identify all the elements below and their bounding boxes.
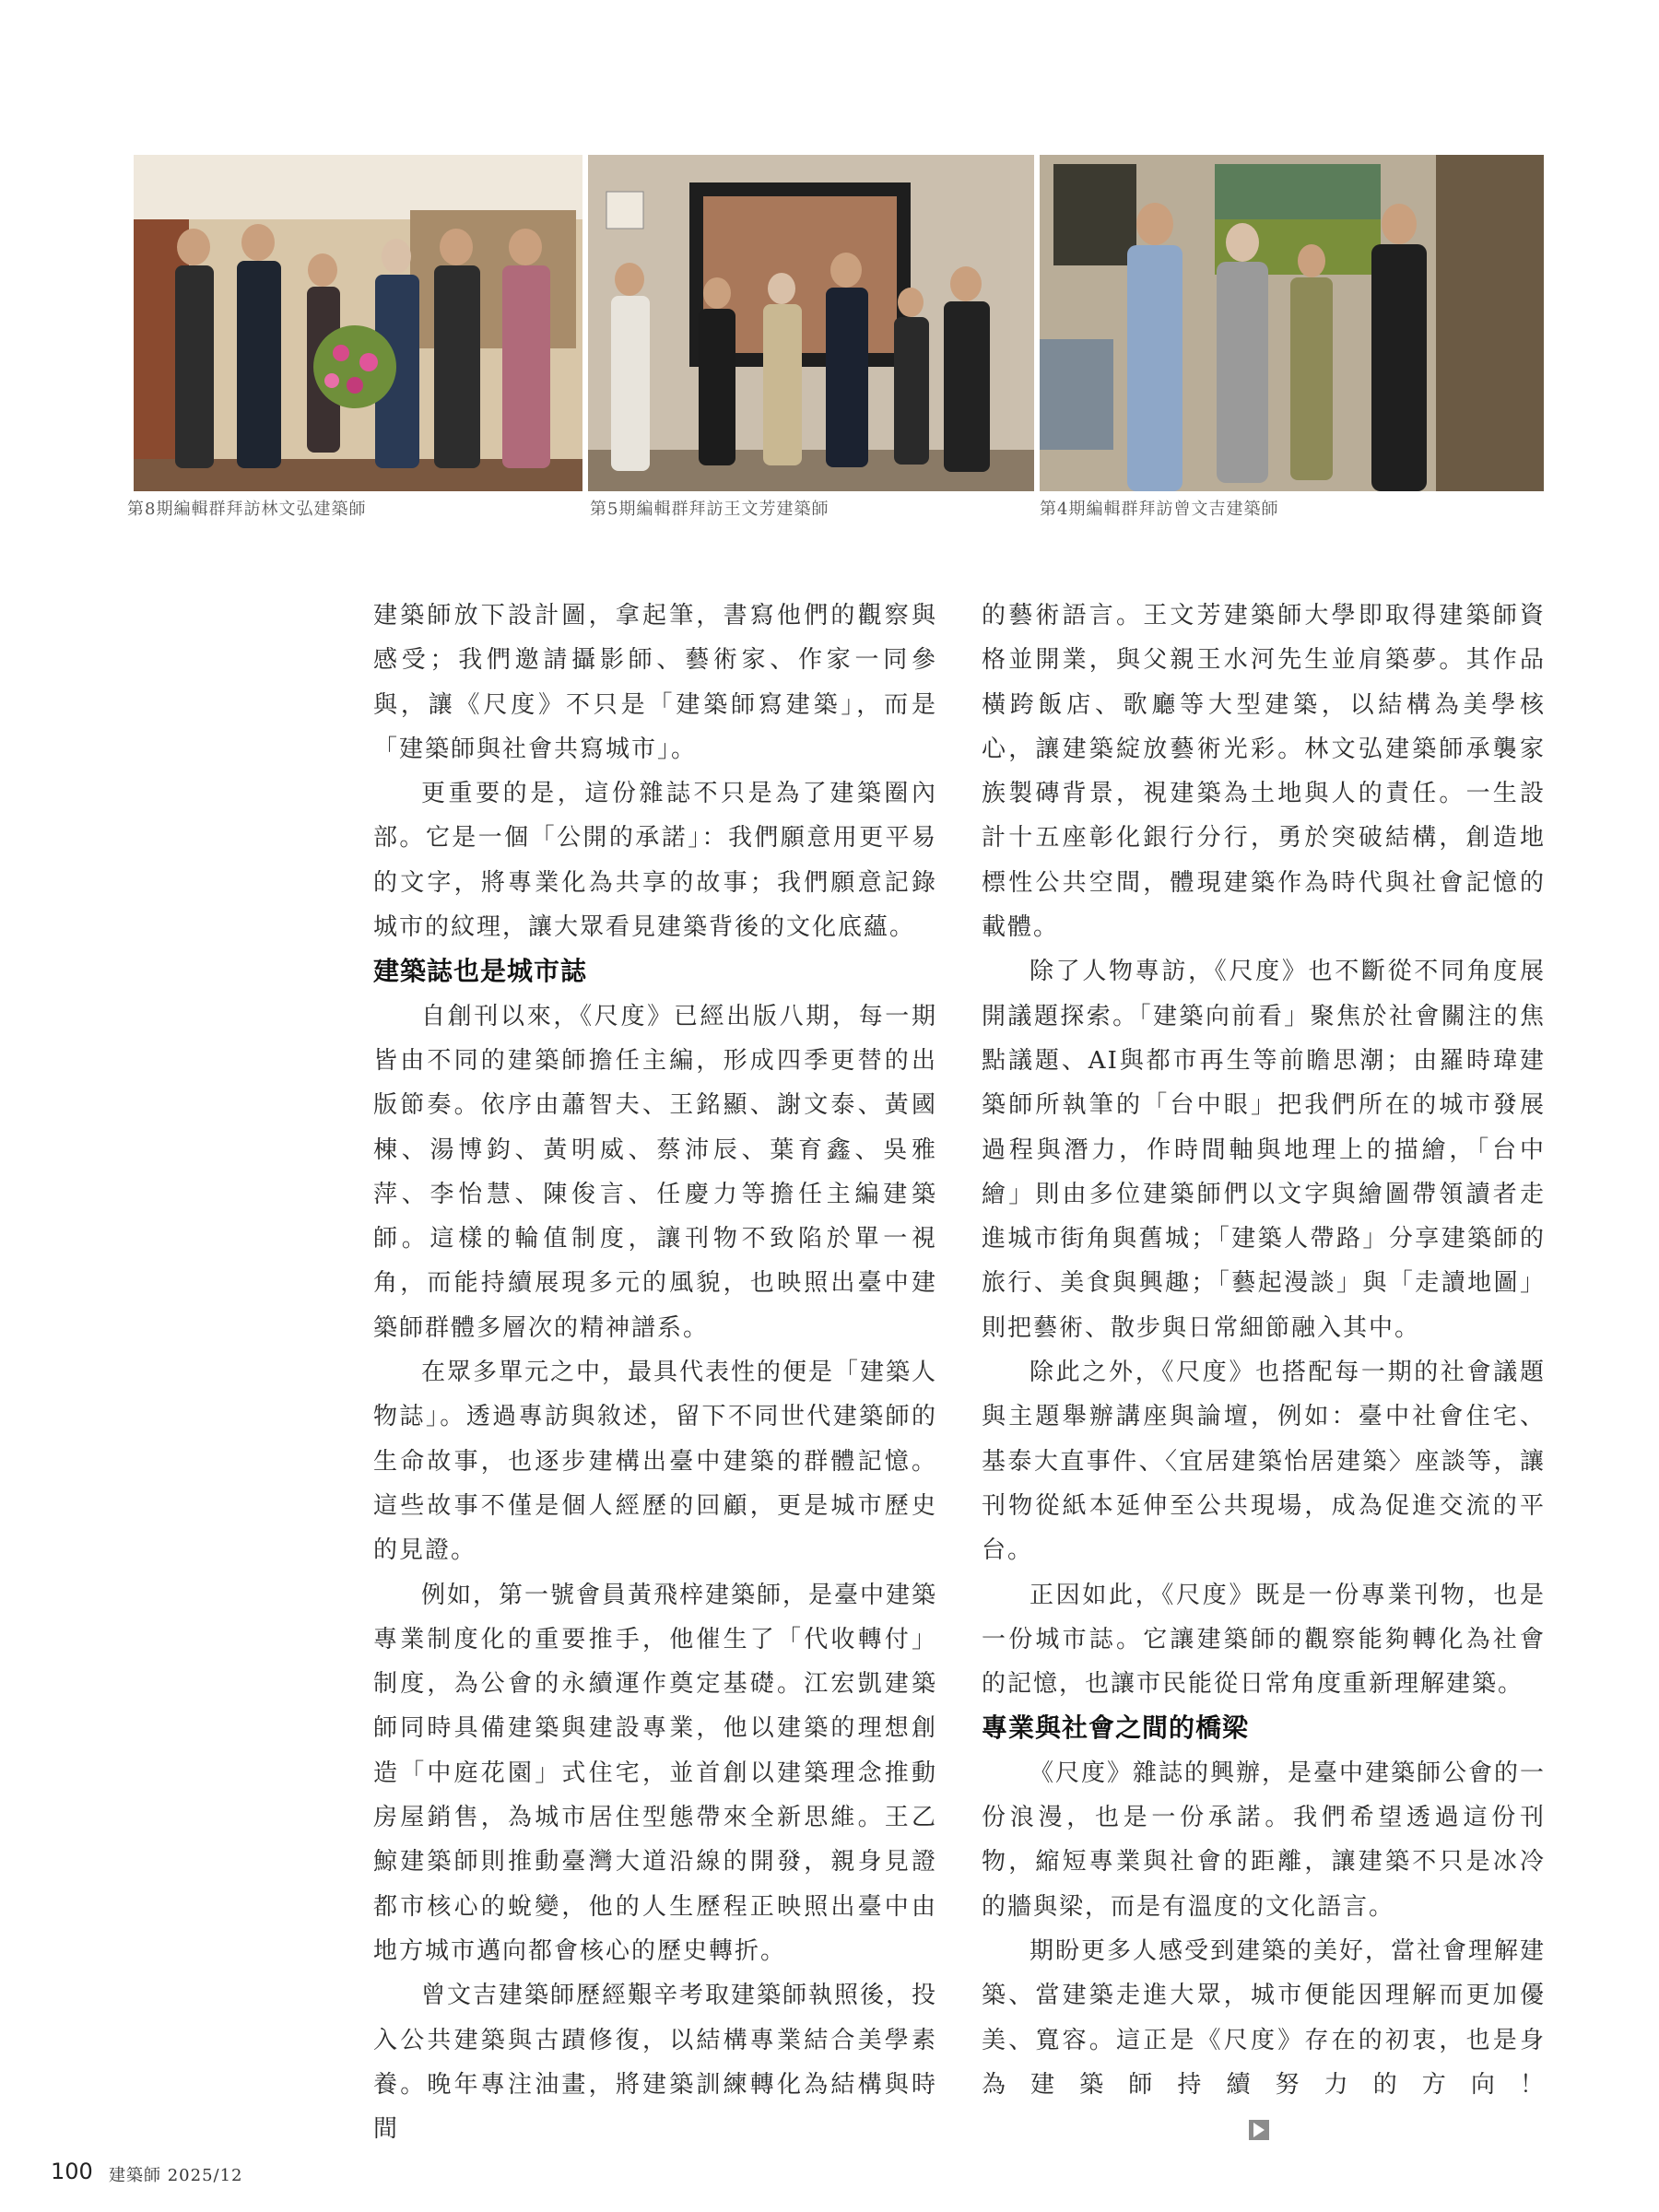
paragraph: 建築師放下設計圖，拿起筆，書寫他們的觀察與感受；我們邀請攝影師、藝術家、作家一同參與，讓《尺度》不只是「建築師寫建築」，而是「建築師與社會共寫城市」。 — [373, 602, 937, 763]
photo-visit-wang — [588, 155, 1034, 491]
photo-caption: 第8期編輯群拜訪林文弘建築師 — [127, 500, 367, 519]
article-column-right — [982, 594, 1546, 2151]
paragraph: 曾文吉建築師歷經艱辛考取建築師執照後，投入公共建築與古蹟修復，以結構專業結合美學素養。晚年專注油畫，將建築訓練轉化為結構與時間 — [373, 1982, 938, 2144]
paragraph-text: 期盼更多人感受到建築的美好，當社會理解建築、當建築走進大眾，城市便能因理解而更加優美、寬容。這正是《尺度》存在的初衷，也是身為建築師持續努力的方向！ — [982, 1936, 1547, 2099]
paragraph — [982, 1929, 1546, 2151]
photo-visit-lin — [134, 155, 582, 491]
magazine-info: 建築師 2025/12 — [109, 2166, 243, 2185]
photo-visit-tseng — [1040, 155, 1544, 491]
paragraph: 的藝術語言。王文芳建築師大學即取得建築師資格並開業，與父親王水河先生並肩築夢。其作品橫跨飯店、歌廳等大型建築，以結構為美學核心，讓建築綻放藝術光彩。林文弘建築師承襲家族製磚背景，視建築為土地與人的責任。一生設計十五座彰化銀行分行，勇於突破結構，創造地標性公共空間，體現建築作為時代與社會記憶的載體。 — [982, 602, 1546, 942]
photo-caption: 第4期編輯群拜訪曾文吉建築師 — [1040, 500, 1279, 519]
paragraph: 《尺度》雜誌的興辦，是臺中建築師公會的一份浪漫，也是一份承諾。我們希望透過這份刊物，縮短專業與社會的距離，讓建築不只是冰冷的牆與梁，而是有溫度的文化語言。 — [982, 1759, 1547, 1921]
photo-image — [1040, 155, 1544, 491]
end-mark-icon — [1249, 2120, 1269, 2140]
paragraph: 正因如此，《尺度》既是一份專業刊物，也是一份城市誌。它讓建築師的觀察能夠轉化為社會的記憶，也讓市民能從日常角度重新理解建築。 — [982, 1581, 1546, 1699]
photo-image — [588, 155, 1034, 491]
photo-caption: 第5期編輯群拜訪王文芳建築師 — [590, 500, 830, 519]
paragraph: 更重要的是，這份雜誌不只是為了建築圈內部。它是一個「公開的承諾」：我們願意用更平易的文字，將專業化為共享的故事；我們願意記錄城市的紋理，讓大眾看見建築背後的文化底蘊。 — [373, 780, 937, 942]
paragraph: 在眾多單元之中，最具代表性的便是「建築人物誌」。透過專訪與敘述，留下不同世代建築師的生命故事，也逐步建構出臺中建築的群體記憶。這些故事不僅是個人經歷的回顧，更是城市歷史的見證。 — [373, 1359, 938, 1565]
article-column-left — [373, 594, 937, 2151]
page-number: 100 — [51, 2159, 93, 2184]
paragraph: 例如，第一號會員黃飛梓建築師，是臺中建築專業制度化的重要推手，他催生了「代收轉付」制度，為公會的永續運作奠定基礎。江宏凱建築師同時具備建築與建設專業，他以建築的理想創造「中庭花園」式住宅，並首創以建築理念推動房屋銷售，為城市居住型態帶來全新思維。王乙鯨建築師則推動臺灣大道沿線的開發，親身見證都市核心的蛻變，他的人生歷程正映照出臺中由地方城市邁向都會核心的歷史轉折。 — [373, 1581, 938, 1965]
paragraph: 除此之外，《尺度》也搭配每一期的社會議題與主題舉辦講座與論壇，例如：臺中社會住宅、基泰大直事件、〈宜居建築怡居建築〉座談等，讓刊物從紙本延伸至公共現場，成為促進交流的平台。 — [982, 1359, 1546, 1565]
paragraph: 自創刊以來，《尺度》已經出版八期，每一期皆由不同的建築師擔任主編，形成四季更替的出版節奏。依序由蕭智夫、王銘顯、謝文泰、黃國棟、湯博鈞、黃明威、蔡沛辰、葉育鑫、吳雅萍、李怡慧、陳俊言、任慶力等擔任主編建築師。這樣的輪值制度，讓刊物不致陷於單一視角，而能持續展現多元的風貌，也映照出臺中建築師群體多層次的精神譜系。 — [373, 1002, 937, 1342]
section-heading: 建築誌也是城市誌 — [373, 956, 588, 987]
paragraph: 除了人物專訪，《尺度》也不斷從不同角度展開議題探索。「建築向前看」聚焦於社會關注的焦點議題、AI與都市再生等前瞻思潮；由羅時瑋建築師所執筆的「台中眼」把我們所在的城市發展過程與潛力，作時間軸與地理上的描繪，「台中繪」則由多位建築師們以文字與繪圖帶領讀者走進城市街角與舊城；「建築人帶路」分享建築師的旅行、美食與興趣；「藝起漫談」與「走讀地圖」則把藝術、散步與日常細節融入其中。 — [982, 958, 1546, 1342]
section-heading: 專業與社會之間的橋梁 — [982, 1712, 1250, 1744]
photo-image — [134, 155, 582, 491]
